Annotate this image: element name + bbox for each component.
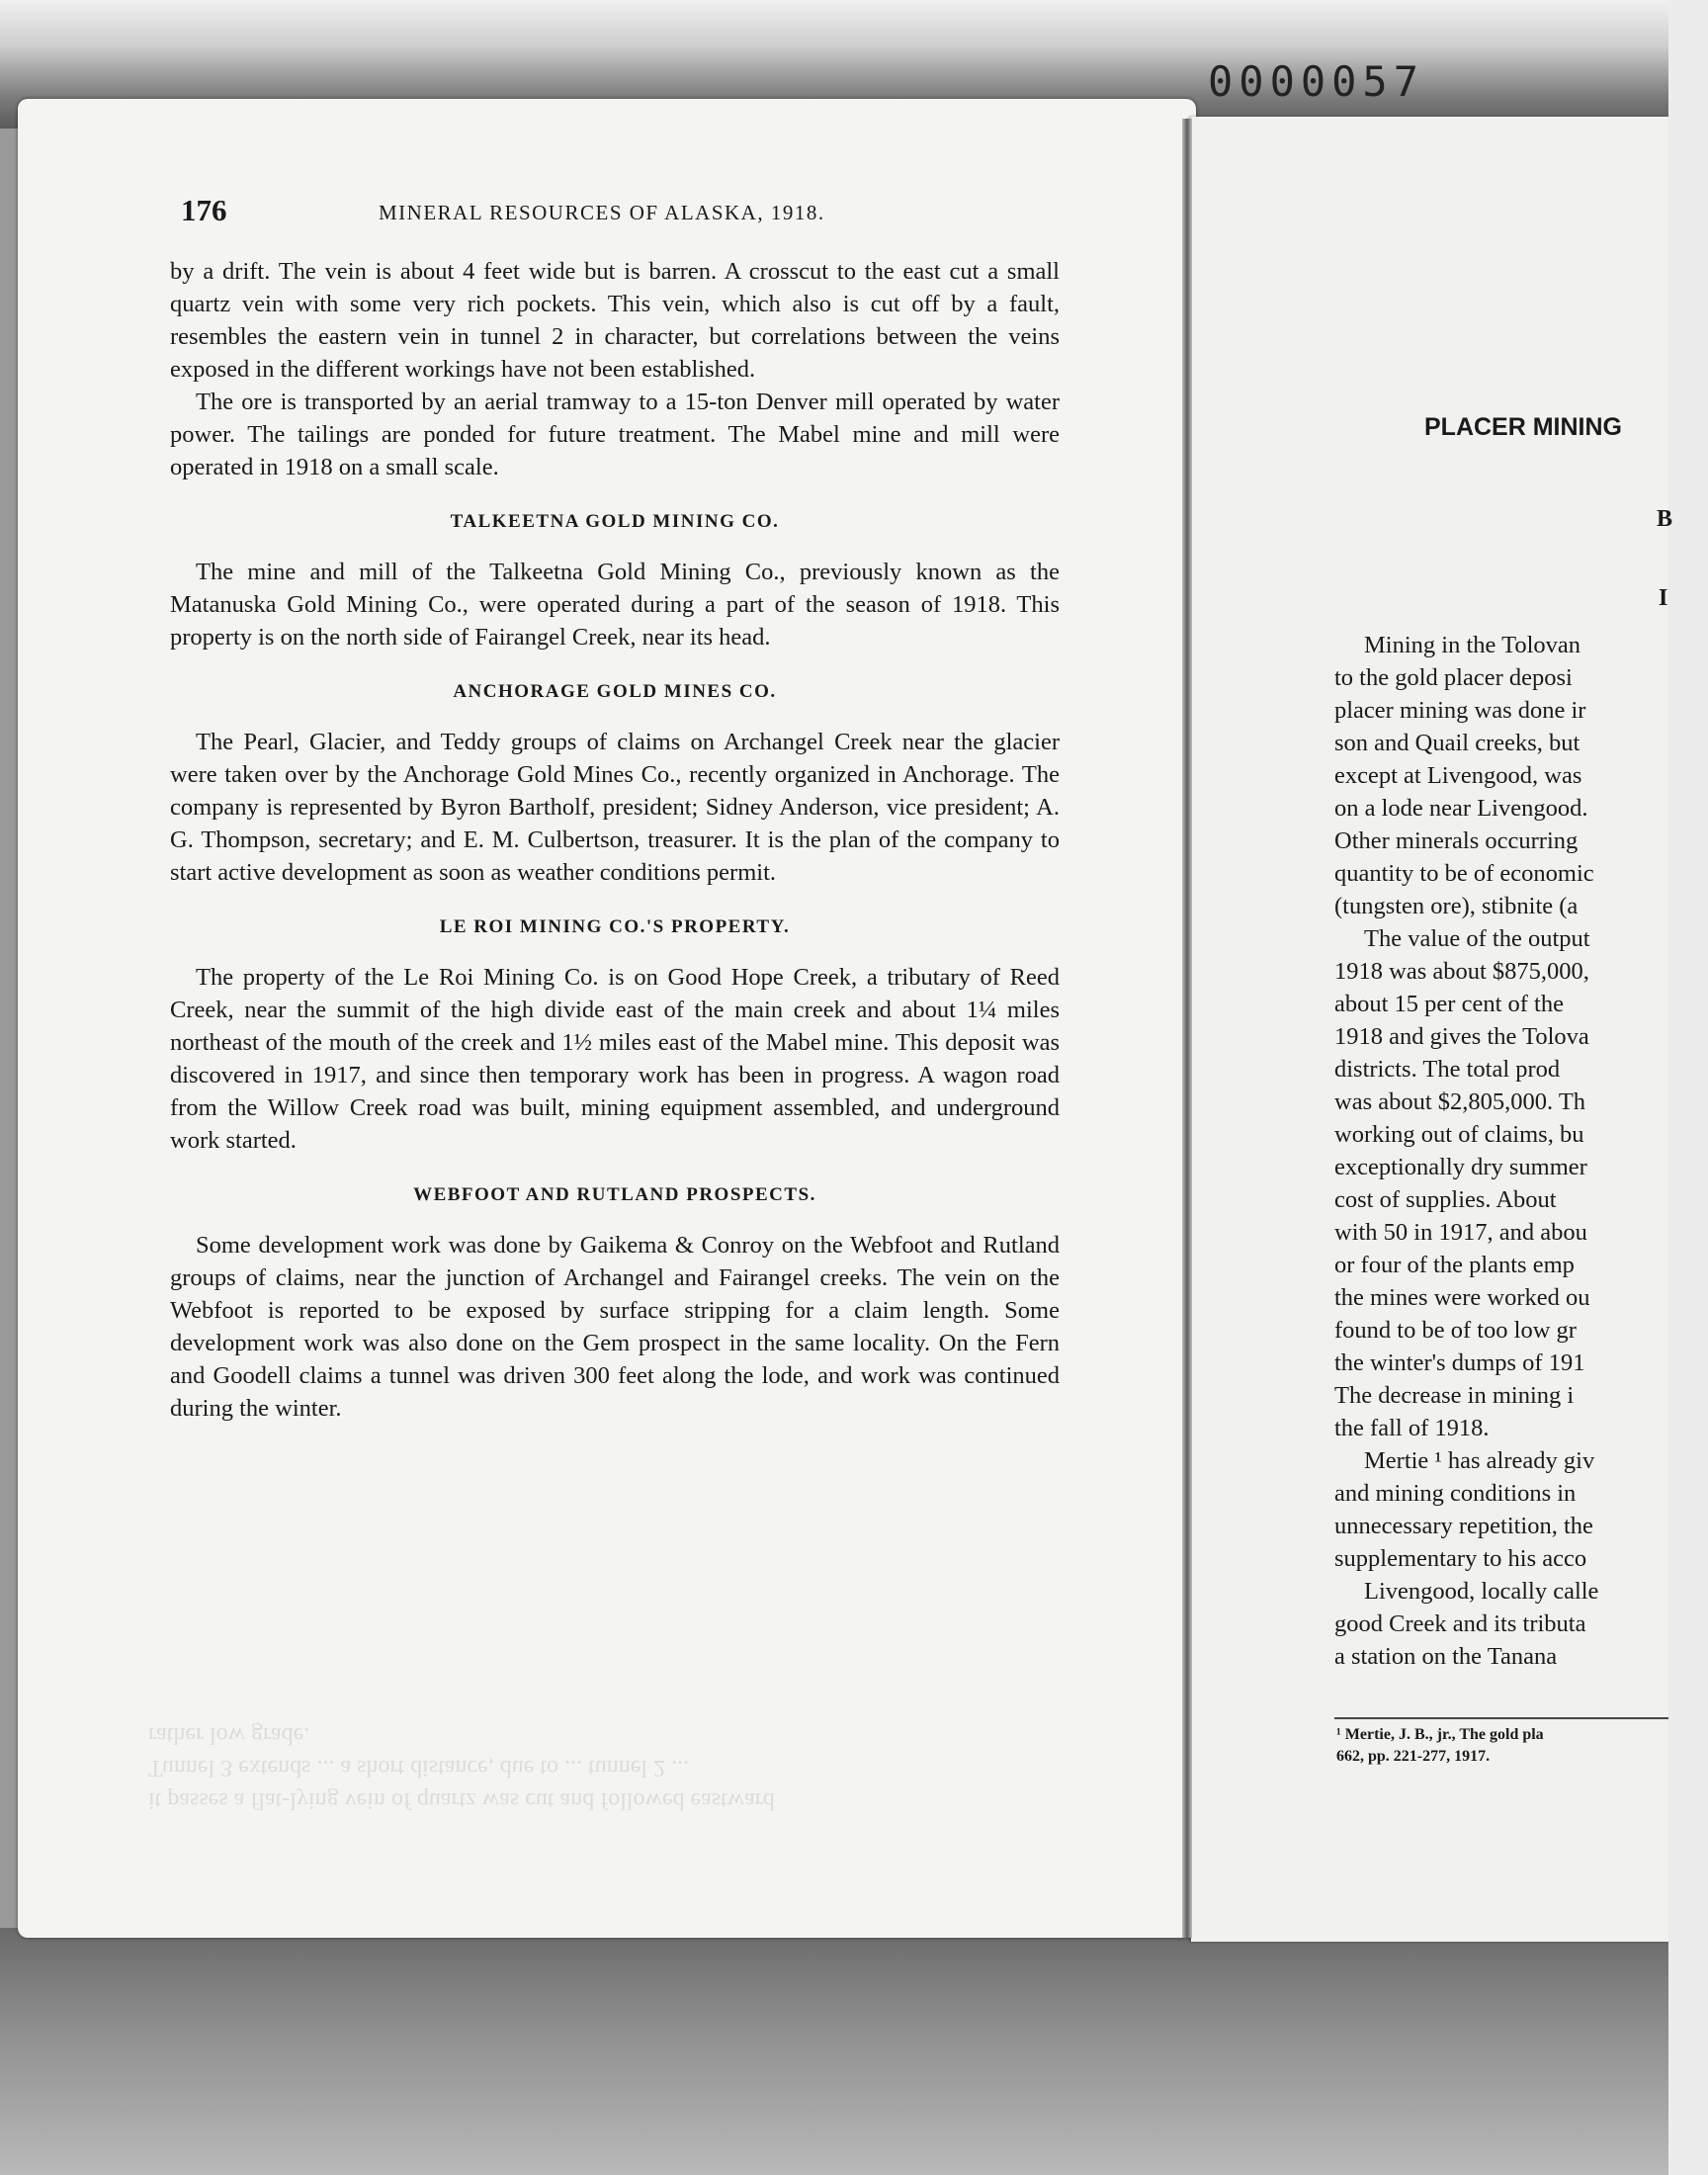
- section-heading: TALKEETNA GOLD MINING CO.: [450, 511, 780, 532]
- text-line: Other minerals occurring: [1334, 827, 1579, 854]
- paragraph: The property of the Le Roi Mining Co. is on Good Hope Creek, a tributary of Reed Creek, near the summit of the high divide east of the main creek and about 1¼ miles northeast of the mouth of the creek and 1½ miles east of the Mabel mine. This deposit was discovered in 1917, and since then temporary work has been in progress. A wagon road from the Willow Creek road was built, mining equipment assembled, and underground work started.: [170, 964, 1060, 1154]
- text-line: and mining conditions in: [1334, 1480, 1577, 1507]
- text-line: working out of claims, bu: [1334, 1121, 1584, 1148]
- text-line: exceptionally dry summer: [1334, 1154, 1587, 1180]
- text-line: supplementary to his acco: [1334, 1545, 1587, 1572]
- text-line: a station on the Tanana: [1334, 1643, 1558, 1670]
- text-line: on a lode near Livengood.: [1334, 795, 1588, 822]
- text-line: Livengood, locally calle: [1364, 1578, 1599, 1605]
- text-line: good Creek and its tributa: [1334, 1610, 1586, 1637]
- right-page-subheading: I: [1659, 585, 1668, 611]
- text-line: the winter's dumps of 191: [1334, 1349, 1585, 1376]
- scan-right-edge: [1668, 0, 1708, 2175]
- text-line: except at Livengood, was: [1334, 762, 1582, 789]
- section-heading: ANCHORAGE GOLD MINES CO.: [453, 681, 777, 702]
- running-head: [181, 193, 1070, 232]
- footnote-rule: [1334, 1717, 1668, 1719]
- text-line: Mining in the Tolovan: [1364, 632, 1581, 658]
- text-line: The value of the output: [1364, 925, 1590, 952]
- bleed-line: Tunnel 3 extends ... a short distance, due to ... tunnel 2 ...: [148, 1755, 690, 1781]
- text-line: 1918 and gives the Tolova: [1334, 1023, 1589, 1050]
- text-line: (tungsten ore), stibnite (a: [1334, 893, 1579, 919]
- left-page-body: [170, 255, 1060, 1425]
- bleed-line: it passes a flat-lying vein of quartz was cut and followed eastward: [148, 1787, 775, 1813]
- text-line: found to be of too low gr: [1334, 1317, 1577, 1344]
- text-line: The decrease in mining i: [1334, 1382, 1575, 1409]
- text-line: son and Quail creeks, but: [1334, 730, 1580, 756]
- footnote: [1336, 1724, 1668, 1768]
- right-page-body: [1334, 629, 1670, 1716]
- paragraph: by a drift. The vein is about 4 feet wide but is barren. A crosscut to the east cut a small quartz vein with some very rich pockets. This vein, which also is cut off by a fault, resembles the eastern vein in tunnel 2 in character, but correlations between the veins exposed in the different workings have not been established.: [170, 258, 1060, 383]
- scan-bottom-edge: [0, 1928, 1708, 2175]
- text-line: Mertie ¹ has already giv: [1364, 1447, 1595, 1474]
- text-line: was about $2,805,000. Th: [1334, 1088, 1586, 1115]
- text-line: or four of the plants emp: [1334, 1252, 1575, 1278]
- text-line: cost of supplies. About: [1334, 1186, 1557, 1213]
- page-number: 176: [181, 193, 227, 227]
- right-page-subheading: B: [1657, 506, 1673, 532]
- footnote-line: ¹ Mertie, J. B., jr., The gold pla: [1336, 1726, 1544, 1743]
- text-line: unnecessary repetition, the: [1334, 1513, 1593, 1539]
- text-line: the mines were worked ou: [1334, 1284, 1590, 1311]
- text-line: with 50 in 1917, and abou: [1334, 1219, 1587, 1246]
- paragraph: The mine and mill of the Talkeetna Gold Mining Co., previously known as the Matanuska Gold Mining Co., were operated during a part of the season of 1918. This property is on the north side of Fairangel Creek, near its head.: [170, 559, 1060, 651]
- section-heading: WEBFOOT AND RUTLAND PROSPECTS.: [413, 1184, 816, 1205]
- bleed-through-text: [148, 1718, 1137, 1816]
- text-line: to the gold placer deposi: [1334, 664, 1573, 691]
- text-line: districts. The total prod: [1334, 1056, 1561, 1083]
- bleed-line: rather low grade.: [148, 1722, 310, 1748]
- text-line: the fall of 1918.: [1334, 1415, 1490, 1441]
- book-gutter: [1182, 119, 1192, 1938]
- paragraph: Some development work was done by Gaikema & Conroy on the Webfoot and Rutland groups of claims, near the junction of Archangel and Fairangel creeks. The vein on the Webfoot is reported to be exposed by surface stripping for a claim length. Some development work was also done on the Gem prospect in the same locality. On the Fern and Goodell claims a tunnel was driven 300 feet along the lode, and work was continued during the winter.: [170, 1232, 1060, 1422]
- running-head-title: MINERAL RESOURCES OF ALASKA, 1918.: [379, 201, 825, 224]
- text-line: about 15 per cent of the: [1334, 991, 1564, 1017]
- scan-serial-number: 0000057: [1208, 57, 1425, 106]
- paragraph: The ore is transported by an aerial tramway to a 15-ton Denver mill operated by water power. The tailings are ponded for future treatment. The Mabel mine and mill were operated in 1918 on a small scale.: [170, 389, 1060, 480]
- paragraph: The Pearl, Glacier, and Teddy groups of claims on Archangel Creek near the glacier were taken over by the Anchorage Gold Mines Co., recently organized in Anchorage. The company is represented by Byron Bartholf, president; Sidney Anderson, vice president; A. G. Thompson, secretary; and E. M. Culbertson, treasurer. It is the plan of the company to start active development as soon as weather conditions permit.: [170, 729, 1060, 886]
- text-line: 1918 was about $875,000,: [1334, 958, 1589, 985]
- text-line: placer mining was done ir: [1334, 697, 1586, 724]
- right-page-heading: PLACER MINING: [1424, 413, 1622, 441]
- footnote-line: 662, pp. 221-277, 1917.: [1336, 1748, 1491, 1765]
- section-heading: LE ROI MINING CO.'S PROPERTY.: [439, 916, 791, 937]
- text-line: quantity to be of economic: [1334, 860, 1594, 887]
